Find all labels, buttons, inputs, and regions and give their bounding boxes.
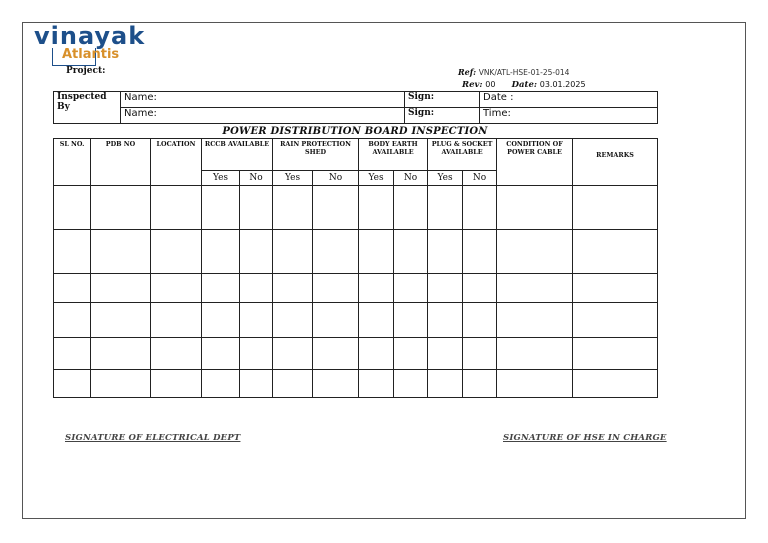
col-pdb-no: PDB NO (91, 139, 151, 186)
rccb-no: No (240, 171, 273, 186)
revision (462, 80, 586, 90)
rev-label: Rev: (462, 80, 483, 90)
earth-no: No (394, 171, 428, 186)
name-field-1[interactable]: Name: (121, 92, 405, 108)
col-sl-no: SL NO. (54, 139, 91, 186)
time-field[interactable]: Time: (480, 108, 658, 124)
reference (458, 67, 569, 77)
table-row[interactable] (54, 186, 658, 230)
signature-electrical: SIGNATURE OF ELECTRICAL DEPT (65, 433, 241, 443)
sign-field-1[interactable]: Sign: (405, 92, 480, 108)
ref-label: Ref: (458, 67, 477, 77)
col-rccb: RCCB AVAILABLE (202, 139, 273, 171)
inspected-by-label: Inspected By (54, 92, 121, 124)
col-remarks: REMARKS (573, 139, 658, 186)
project-label: Project: (66, 66, 106, 76)
rev-value: 00 (485, 80, 496, 89)
table-row[interactable] (54, 338, 658, 370)
rain-yes: Yes (273, 171, 313, 186)
inspection-header-table (53, 91, 658, 124)
table-row[interactable] (54, 274, 658, 303)
ref-value: VNK/ATL-HSE-01-25-014 (478, 68, 570, 77)
col-location: LOCATION (151, 139, 202, 186)
name-field-2[interactable]: Name: (121, 108, 405, 124)
col-plug-socket: PLUG & SOCKET AVAILABLE (428, 139, 497, 171)
date-value: 03.01.2025 (539, 80, 586, 89)
rccb-yes: Yes (202, 171, 240, 186)
sign-field-2[interactable]: Sign: (405, 108, 480, 124)
table-row[interactable] (54, 303, 658, 338)
earth-yes: Yes (359, 171, 394, 186)
col-rain-protection: RAIN PROTECTION SHED (273, 139, 359, 171)
plug-no: No (463, 171, 497, 186)
table-row[interactable] (54, 230, 658, 274)
inspection-table (53, 138, 658, 398)
logo-text-secondary: Atlantis (62, 47, 120, 62)
rain-no: No (313, 171, 359, 186)
col-power-cable: CONDITION OF POWER CABLE (497, 139, 573, 186)
form-title: POWER DISTRIBUTION BOARD INSPECTION (222, 126, 488, 137)
date-label: Date: (511, 80, 538, 90)
logo-text-primary: vinayak (34, 22, 146, 50)
date-field[interactable]: Date : (480, 92, 658, 108)
table-row[interactable] (54, 370, 658, 398)
plug-yes: Yes (428, 171, 463, 186)
signature-hse: SIGNATURE OF HSE IN CHARGE (503, 433, 667, 443)
company-logo (34, 22, 146, 66)
col-body-earth: BODY EARTH AVAILABLE (359, 139, 428, 171)
